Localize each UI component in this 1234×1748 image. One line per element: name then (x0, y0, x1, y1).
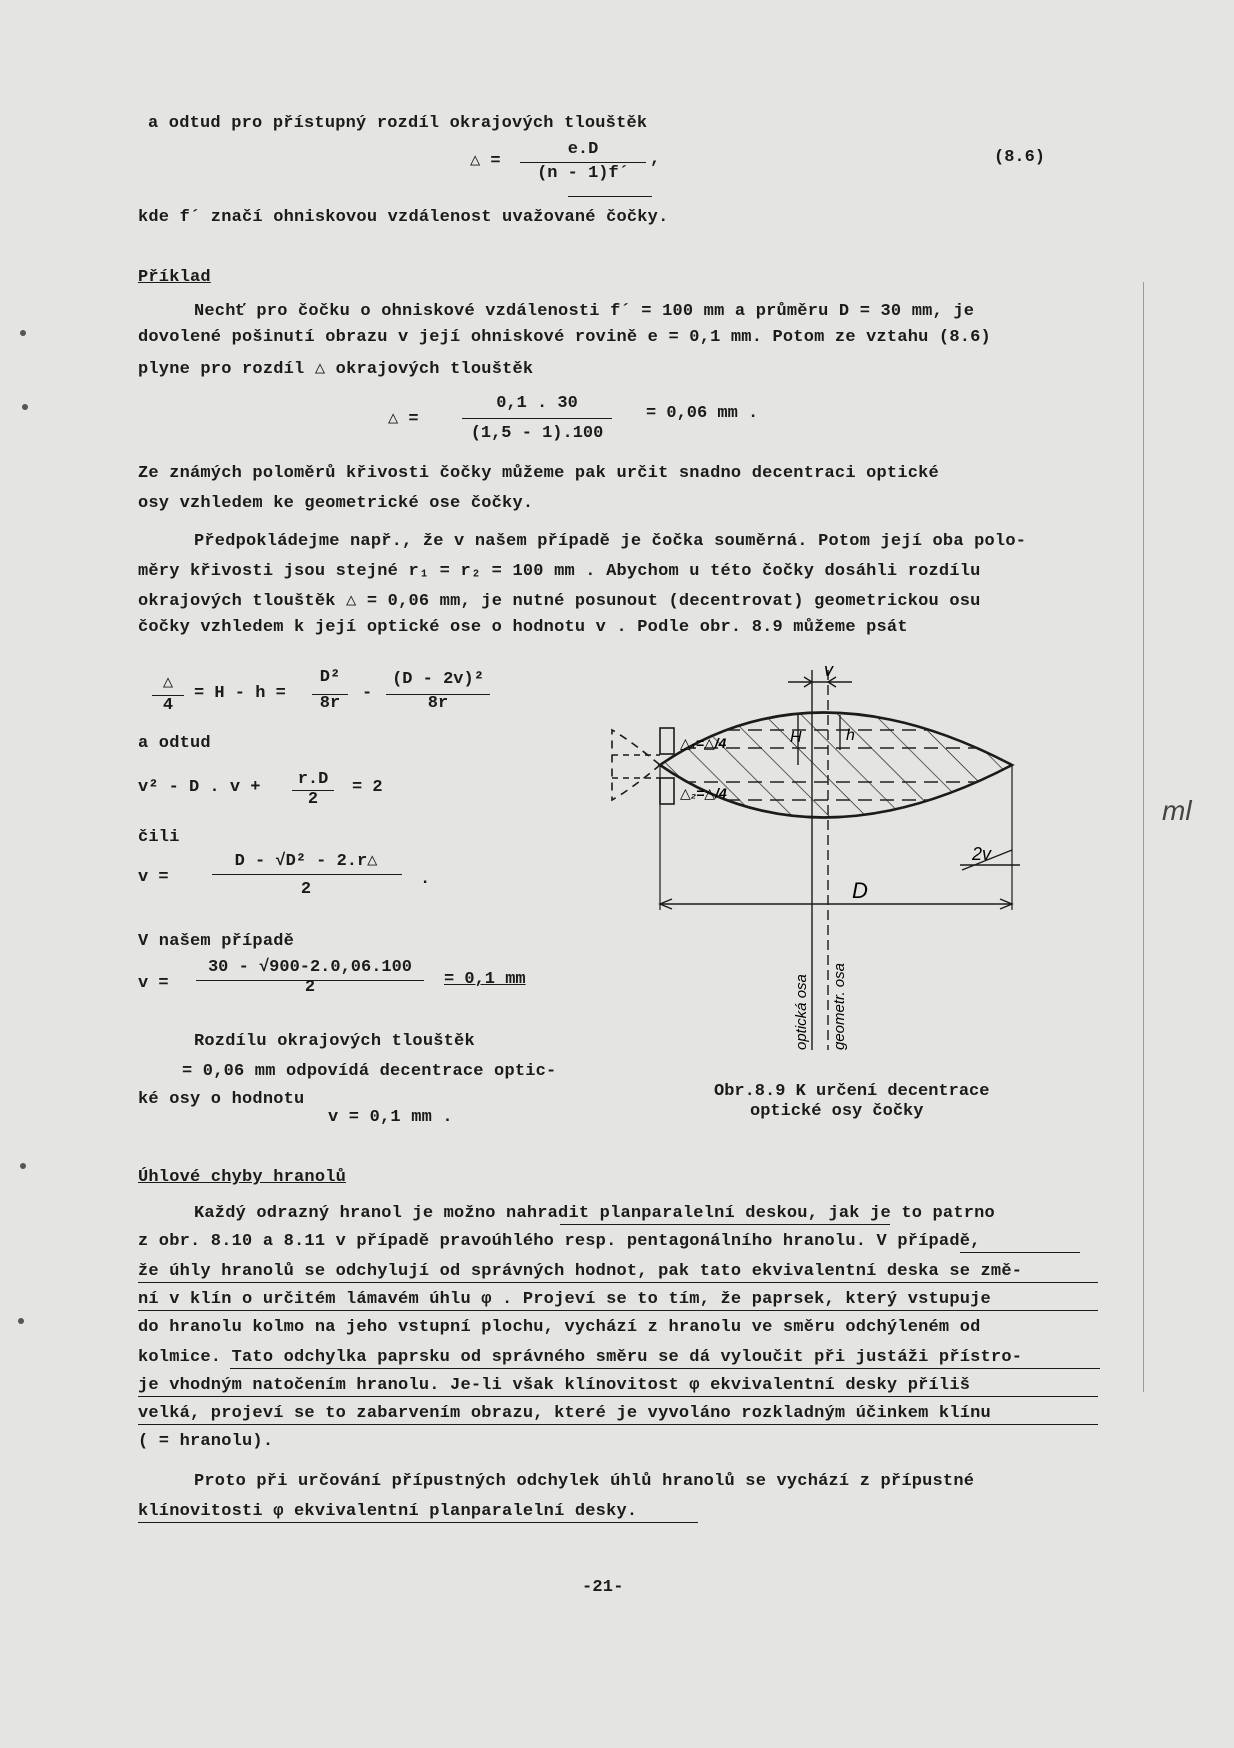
example-eq-lhs: △ = (388, 410, 419, 429)
eq86-denominator: (n - 1)f´ (537, 164, 629, 183)
eq86-fraction-bar (520, 162, 646, 163)
lens-body (660, 713, 1012, 818)
punch-hole-mark (20, 330, 26, 336)
example-p2-line: osy vzhledem ke geometrické ose čočky. (138, 494, 534, 513)
pen-underline (138, 1310, 1098, 1311)
and-thus-label: a odtud (138, 734, 211, 753)
pen-underline (138, 1424, 1098, 1425)
fig-label-optical-axis: optická osa (793, 974, 810, 1050)
fig-label-delta1: △₁=△/4 (680, 735, 727, 751)
prisms-p1-line: je vhodným natočením hranolu. Je-li však klínovitost φ ekvivalentní desky příliš (138, 1376, 971, 1395)
eq1-middle: = H - h = (194, 684, 286, 703)
prisms-p1-line: z obr. 8.10 a 8.11 v případě pravoúhlého resp. pentagonálního hranolu. V případě, (138, 1232, 981, 1251)
punch-hole-mark (20, 1163, 26, 1169)
eq1-f1-denominator: 8r (319, 694, 341, 713)
pen-underline (560, 1224, 890, 1225)
prisms-p1-line: kolmice. Tato odchylka paprsku od správného směru se dá vyloučit při justáži přístro- (138, 1348, 1023, 1367)
eq86-numerator: e.D (567, 140, 599, 159)
lens-decentration-figure (600, 660, 1040, 1060)
fig-label-delta2: △₂=△/4 (680, 785, 727, 801)
eq4-numerator: 30 - √900-2.0,06.100 (207, 958, 413, 977)
prisms-p1-line: Každý odrazný hranol je možno nahradit planparalelní deskou, jak je to patrno (194, 1204, 995, 1223)
our-case-label: V našem případě (138, 932, 295, 951)
that-is-label: čili (138, 828, 180, 847)
example-eq-result: = 0,06 mm . (646, 404, 759, 423)
eq86-label: (8.6) (994, 148, 1046, 167)
eq1-minus: - (362, 684, 373, 703)
example-eq-numerator: 0,1 . 30 (496, 394, 578, 413)
eq4-denominator: 2 (304, 978, 316, 997)
figure-caption-line-2: optické osy čočky (750, 1102, 924, 1121)
eq86-underline (568, 196, 652, 197)
eq1-f2-denominator: 8r (427, 694, 449, 713)
conclusion-line: v = 0,1 mm . (328, 1108, 453, 1127)
prisms-p2-line: klínovitosti φ ekvivalentní planparalelní desky. (138, 1502, 638, 1521)
conclusion-line: Rozdílu okrajových tlouštěk (194, 1032, 475, 1051)
eq1-lhs-numerator: △ (162, 674, 174, 693)
example-heading: Příklad (138, 268, 211, 287)
intro-line: a odtud pro přístupný rozdíl okrajových tlouštěk (148, 114, 648, 133)
eq3-trailing-dot: . (420, 870, 431, 889)
punch-hole-mark (18, 1318, 24, 1324)
pen-underline (138, 1522, 698, 1523)
eq2-rhs: = 2 (352, 778, 383, 797)
example-p3-line: čočky vzhledem k její optické ose o hodnotu v . Podle obr. 8.9 můžeme psát (138, 618, 908, 637)
fig-label-D: D (852, 878, 868, 903)
example-p1-line: Nechť pro čočku o ohniskové vzdálenosti f´ = 100 mm a průměru D = 30 mm, je (194, 302, 975, 321)
eq4-result: = 0,1 mm (444, 970, 526, 989)
pen-underline (138, 1282, 1098, 1283)
pen-underline (230, 1368, 1100, 1369)
eq1-lhs-denominator: 4 (162, 696, 174, 715)
eq1-f1-numerator: D² (319, 668, 341, 687)
eq3-denominator: 2 (300, 880, 312, 899)
prisms-p1-line: velká, projeví se to zabarvením obrazu, které je vyvoláno rozkladným účinkem klínu (138, 1404, 991, 1423)
example-p3-line: měry křivosti jsou stejné r₁ = r₂ = 100 mm . Abychom u této čočky dosáhli rozdílu (138, 562, 981, 581)
eq2-numerator: r.D (297, 770, 329, 789)
page-number: -21- (582, 1578, 624, 1597)
example-p3-line: Předpokládejme např., že v našem případě je čočka souměrná. Potom její oba polo- (194, 532, 1027, 551)
conclusion-line: = 0,06 mm odpovídá decentrace optic- (182, 1062, 557, 1081)
prisms-p1-line: že úhly hranolů se odchylují od správných hodnot, pak tato ekvivalentní deska se změ- (138, 1262, 1023, 1281)
example-eq-fraction-bar (462, 418, 612, 419)
example-p1-line: dovolené pošinutí obrazu v její ohniskové rovině e = 0,1 mm. Potom ze vztahu (8.6) (138, 328, 991, 347)
example-eq-denominator: (1,5 - 1).100 (470, 424, 604, 443)
figure-caption-line-1: Obr.8.9 K určení decentrace (714, 1082, 990, 1101)
fig-label-h: h (846, 727, 855, 744)
scan-margin-line (1143, 282, 1144, 1392)
pen-underline (138, 1396, 1098, 1397)
fig-label-H: H (790, 729, 802, 746)
prisms-p2-line: Proto při určování přípustných odchylek úhlů hranolů se vychází z přípustné (194, 1472, 975, 1491)
fig-label-geometric-axis: geometr. osa (831, 963, 848, 1050)
eq86-lhs: △ = (470, 152, 501, 171)
eq2-left: v² - D . v + (138, 778, 261, 797)
eq3-lhs: v = (138, 868, 169, 887)
prisms-p1-line: ní v klín o určitém lámavém úhlu φ . Projeví se to tím, že paprsek, který vstupuje (138, 1290, 991, 1309)
prisms-p1-line: do hranolu kolmo na jeho vstupní plochu, vychází z hranolu ve směru odchýleném od (138, 1318, 981, 1337)
fig-label-2v: 2v (972, 844, 992, 864)
prisms-heading: Úhlové chyby hranolů (138, 1168, 347, 1187)
example-p3-line: okrajových tlouštěk △ = 0,06 mm, je nutné posunout (decentrovat) geometrickou osu (138, 592, 981, 611)
example-p2-line: Ze známých poloměrů křivosti čočky můžeme pak určit snadno decentraci optické (138, 464, 939, 483)
prisms-p1-line: ( = hranolu). (138, 1432, 274, 1451)
eq86-trailing-comma: , (650, 150, 661, 169)
example-p1-line: plyne pro rozdíl △ okrajových tlouštěk (138, 360, 534, 379)
eq3-bar (212, 874, 402, 875)
margin-handwritten-note (1160, 790, 1220, 830)
eq4-lhs: v = (138, 974, 169, 993)
punch-hole-mark (22, 404, 28, 410)
fig-label-v: v (824, 660, 833, 680)
conclusion-line: ké osy o hodnotu (138, 1090, 305, 1109)
pen-underline (960, 1252, 1080, 1253)
focal-length-note: kde f´ značí ohniskovou vzdálenost uvažované čočky. (138, 208, 669, 227)
eq3-numerator: D - √D² - 2.r△ (234, 852, 378, 871)
svg-text:ml: ml (1162, 795, 1192, 826)
eq1-f2-numerator: (D - 2v)² (392, 670, 484, 689)
eq2-denominator: 2 (307, 790, 319, 809)
